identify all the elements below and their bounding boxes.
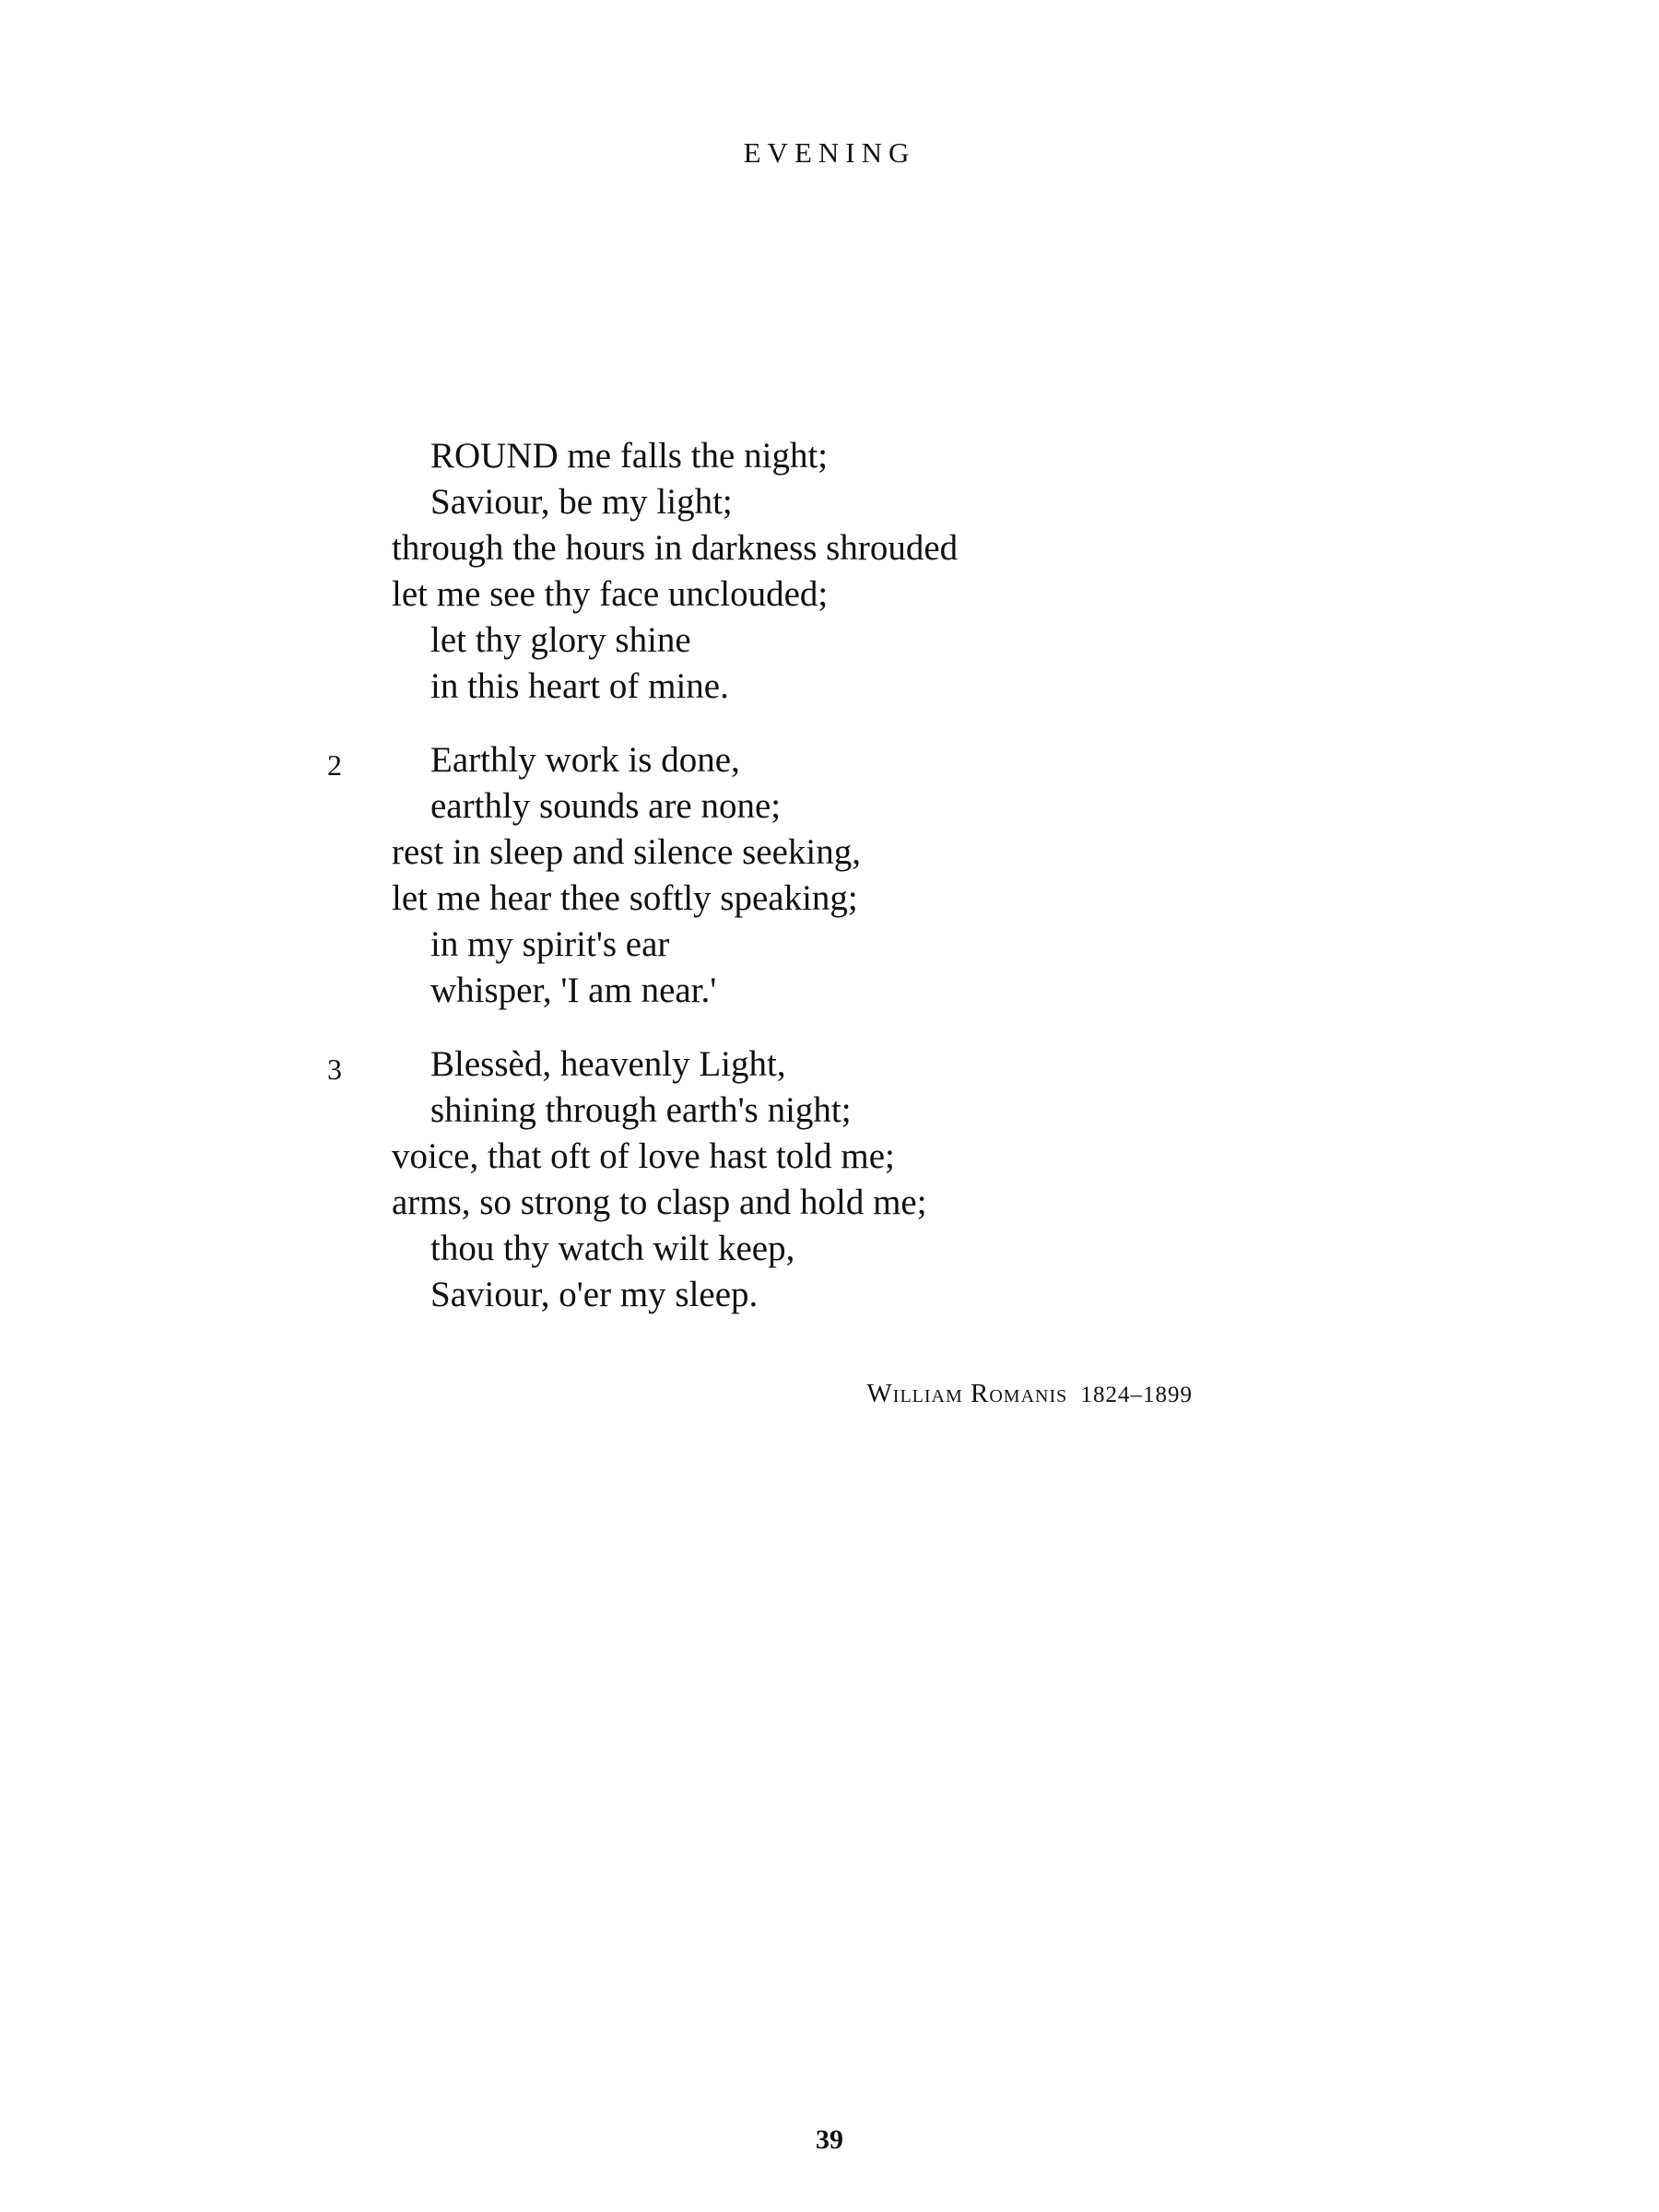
verse-line: Blessèd, heavenly Light, [430, 1044, 786, 1084]
hymn-text [327, 433, 1341, 1346]
author-attribution [866, 1379, 1193, 1409]
verse-line: let me hear thee softly speaking; [392, 878, 858, 918]
verse-line: shining through earth's night; [430, 1090, 852, 1130]
verse-2 [327, 737, 1341, 1014]
verse-line: voice, that oft of love hast told me; [392, 1136, 895, 1176]
verse-3 [327, 1041, 1341, 1318]
verse-line: earthly sounds are none; [430, 786, 782, 826]
running-head: EVENING [743, 136, 916, 169]
verse-line: in my spirit's ear [430, 924, 670, 964]
verse-line: arms, so strong to clasp and hold me; [392, 1182, 927, 1222]
verse-line: Saviour, o'er my sleep. [430, 1275, 759, 1314]
verse-line: whisper, 'I am near.' [430, 971, 717, 1010]
verse-1 [327, 433, 1341, 710]
author-name: William Romanis [866, 1379, 1068, 1408]
verse-number: 3 [327, 1053, 342, 1086]
verse-line: rest in sleep and silence seeking, [392, 832, 861, 872]
verse-line: ROUND me falls the night; [430, 436, 829, 476]
author-dates: 1824–1899 [1080, 1382, 1193, 1407]
page-number: 39 [816, 2124, 843, 2155]
verse-line: let thy glory shine [430, 620, 691, 660]
verse-number: 2 [327, 748, 342, 782]
verse-line: Saviour, be my light; [430, 482, 733, 522]
verse-line: in this heart of mine. [430, 666, 729, 706]
verse-line: through the hours in darkness shrouded [392, 528, 959, 568]
verse-line: let me see thy face unclouded; [392, 574, 829, 614]
verse-line: Earthly work is done, [430, 740, 740, 780]
verse-line: thou thy watch wilt keep, [430, 1229, 795, 1268]
